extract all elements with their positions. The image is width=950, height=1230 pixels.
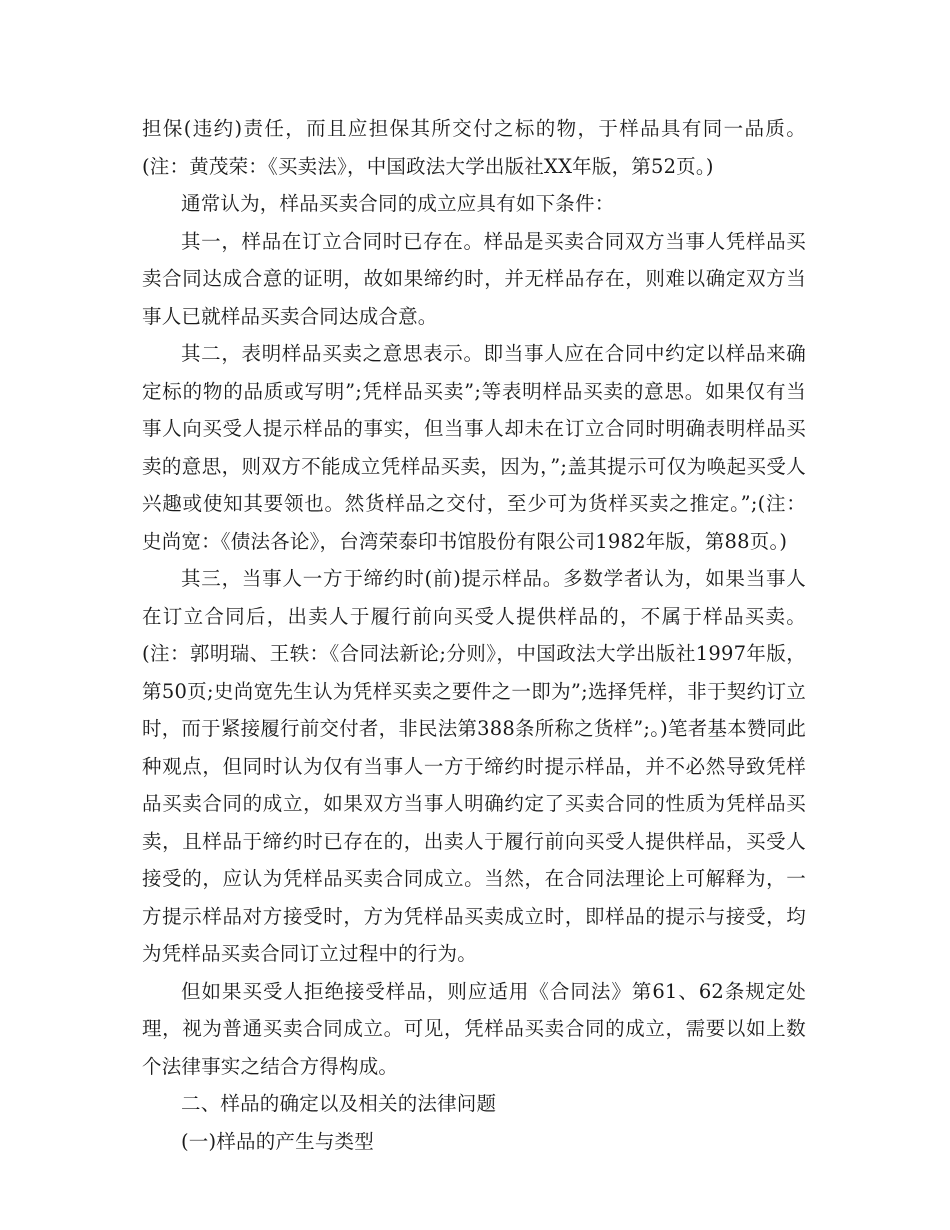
paragraph-continuation: 担保(违约)责任，而且应担保其所交付之标的物，于样品具有同一品质。(注：黄茂荣：《买卖法》，中国政法大学出版社XX年版，第52页。) [142,117,806,178]
paragraph-condition-three: 其三，当事人一方于缔约时(前)提示样品。多数学者认为，如果当事人在订立合同后，出卖人于履行前向买受人提供样品的，不属于样品买卖。(注：郭明瑞、王轶：《合同法新论;分则》，中国政法大学出版社1997年版，第50页;史尚宽先生认为凭样买卖之要件之一即为”;选择凭样，非于契约订立时，而于紧接履行前交付者，非民法第388条所称之货样”;。)笔者基本赞同此种观点，但同时认为仅有当事人一方于缔约时提示样品，并不必然导致凭样品买卖合同的成立，如果双方当事人明确约定了买卖合同的性质为凭样品买卖，且样品于缔约时已存在的，出卖人于履行前向买受人提供样品，买受人接受的，应认为凭样品买卖合同成立。当然，在合同法理论上可解释为，一方提示样品对方接受时，方为凭样品买卖成立时，即样品的提示与接受，均为凭样品买卖合同订立过程中的行为。 [142,567,806,965]
document-body [142,110,806,1160]
paragraph-conditions-intro: 通常认为，样品买卖合同的成立应具有如下条件： [181,192,615,215]
paragraph-condition-one: 其一，样品在订立合同时已存在。样品是买卖合同双方当事人凭样品买卖合同达成合意的证明，故如果缔约时，并无样品存在，则难以确定双方当事人已就样品买卖合同达成合意。 [142,229,806,328]
paragraph-rejection: 但如果买受人拒绝接受样品，则应适用《合同法》第61、62条规定处理，视为普通买卖合同成立。可见，凭样品买卖合同的成立，需要以如上数个法律事实之结合方得构成。 [142,979,806,1078]
paragraph-condition-two: 其二，表明样品买卖之意思表示。即当事人应在合同中约定以样品来确定标的物的品质或写明”;凭样品买卖”;等表明样品买卖的意思。如果仅有当事人向买受人提示样品的事实，但当事人却未在订立合同时明确表明样品买卖的意思，则双方不能成立凭样品买卖，因为，”;盖其提示可仅为唤起买受人兴趣或使知其要领也。然货样品之交付，至少可为货样买卖之推定。”;(注：史尚宽：《债法各论》，台湾荣泰印书馆股份有限公司1982年版，第88页。) [142,342,806,553]
section-heading: 二、样品的确定以及相关的法律问题 [181,1092,497,1115]
subsection-heading: (一)样品的产生与类型 [181,1129,374,1153]
